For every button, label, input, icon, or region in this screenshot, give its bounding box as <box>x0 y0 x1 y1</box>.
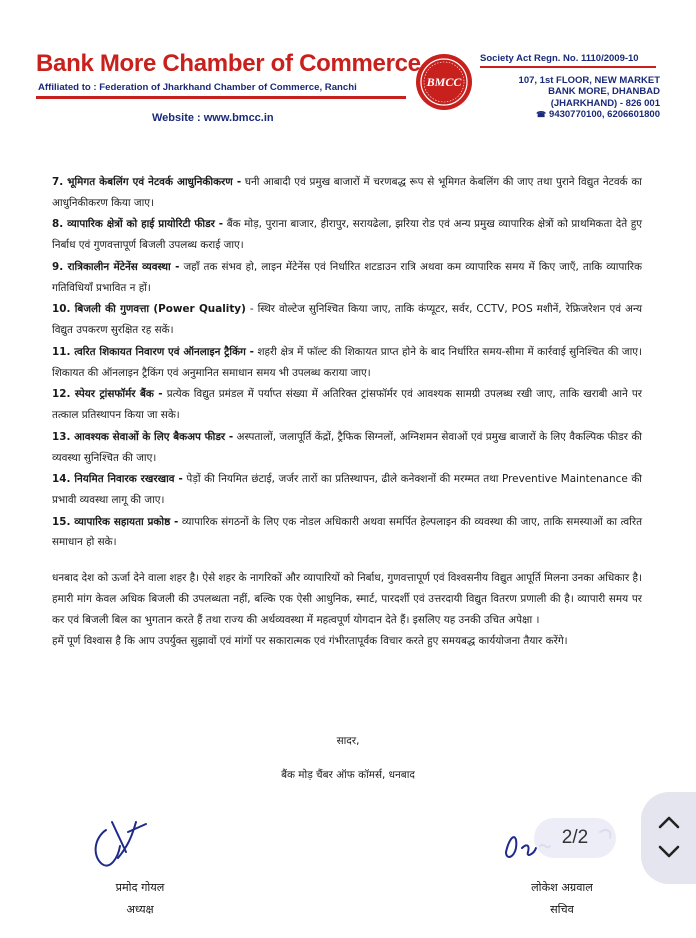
affiliation-line: Affiliated to : Federation of Jharkhand Chamber of Commerce, Ranchi <box>38 82 357 93</box>
item-text: शहरी क्षेत्र में फॉल्ट की शिकायत प्राप्त होने के बाद निर्धारित समय-सीमा में कार्रवाई सुनिश्चित की जाए। शिकायत की ऑनलाइन ट्रैकिंग एवं अनुमानित समाधान समय भी उपलब्ध कराया जाए। <box>52 345 642 379</box>
address-line: BANK MORE, DHANBAD <box>548 86 660 98</box>
chevron-up-icon[interactable] <box>657 814 681 830</box>
org-name: Bank More Chamber of Commerce <box>36 50 421 77</box>
list-item <box>52 427 642 468</box>
signatory-name: लोकेश अग्रवाल <box>531 881 593 894</box>
regn-rule <box>480 66 656 68</box>
item-text: घनी आबादी एवं प्रमुख बाजारों में चरणबद्ध रूप से भूमिगत केबलिंग की जाए तथा पुराने विद्युत नेटवर्क का आधुनिकीकरण किया जाए। <box>52 176 642 209</box>
address-block <box>480 75 660 121</box>
list-item <box>52 384 642 425</box>
letterhead-rule <box>36 96 406 99</box>
page-scroll-control[interactable] <box>641 792 696 884</box>
item-text: - स्थिर वोल्टेज सुनिश्चित किया जाए, ताकि कंप्यूटर, सर्वर, CCTV, POS मशीनें, रेफ्रिजरेशन एवं अन्य विद्युत उपकरण सुरक्षित रह सकें। <box>52 303 642 337</box>
list-item <box>52 512 642 553</box>
phone-numbers: 9430770100, 6206601800 <box>549 109 660 121</box>
society-regn: Society Act Regn. No. 1110/2009-10 <box>480 53 639 64</box>
list-item <box>52 214 642 255</box>
list-item <box>52 172 642 213</box>
signatory-designation: सचिव <box>550 903 574 916</box>
paragraph-gap <box>52 554 642 568</box>
item-text: अस्पतालों, जलापूर्ति केंद्रों, ट्रैफिक सिग्नलों, अग्निशमन सेवाओं एवं प्रमुख बाजारों के लिए वैकल्पिक फीडर की व्यवस्था सुनिश्चित की जाए। <box>52 430 642 464</box>
item-text: व्यापारिक संगठनों के लिए एक नोडल अधिकारी अथवा समर्पित हेल्पलाइन की व्यवस्था की जाए, ताकि समस्याओं का त्वरित समाधान हो सके। <box>52 515 642 549</box>
item-heading: 7. भूमिगत केबलिंग एवं नेटवर्क आधुनिकीकरण - <box>52 176 242 188</box>
signature-president <box>88 812 158 872</box>
phone-row <box>480 109 660 120</box>
item-heading: 13. आवश्यक सेवाओं के लिए बैकअप फीडर - <box>52 430 234 443</box>
list-item <box>52 299 642 340</box>
letter-body <box>52 172 642 653</box>
item-heading: 12. स्पेयर ट्रांसफॉर्मर बैंक - <box>52 388 163 401</box>
bmcc-logo <box>414 52 474 112</box>
list-item <box>52 342 642 383</box>
item-text: पेड़ों की नियमित छंटाई, जर्जर तारों का प्रतिस्थापन, ढीले कनेक्शनों की मरम्मत तथा Preventive Maintenance की प्रभावी व्यवस्था लागू की जाए। <box>52 473 642 506</box>
address-line: (JHARKHAND) - 826 001 <box>550 97 660 109</box>
chevron-down-icon[interactable] <box>657 844 681 860</box>
conclusion-paragraph: हमें पूर्ण विश्वास है कि आप उपर्युक्त सुझावों एवं मांगों पर सकारात्मक एवं गंभीरतापूर्वक विचार करते हुए समयबद्ध कार्ययोजना तैयार करेंगे। <box>52 635 568 648</box>
list-item <box>52 257 642 298</box>
page-indicator: 2/2 <box>534 818 616 858</box>
address-line: 107, 1st FLOOR, NEW MARKET <box>518 75 660 86</box>
logo-text: BMCC <box>426 75 462 89</box>
item-heading: 11. त्वरित शिकायत निवारण एवं ऑनलाइन ट्रैकिंग - <box>52 345 254 358</box>
list-item <box>52 469 642 510</box>
phone-icon: ☎ <box>536 110 547 120</box>
conclusion-paragraph: धनबाद देश को ऊर्जा देने वाला शहर है। ऐसे शहर के नागरिकों और व्यापारियों को निर्बाध, गुणवत्तापूर्ण एवं विश्वसनीय विद्युत आपूर्ति मिलना उनका अधिकार है। हमारी मांग केवल अधिक बिजली की उपलब्धता नहीं, बल्कि एक ऐसी आधुनिक, स्मार्ट, पारदर्शी एवं उत्तरदायी विद्युत वितरण प्रणाली की है। व्यापारी समय पर कर एवं बिजली बिल का भुगतान करते हैं तथा राज्य की अर्थव्यवस्था में महत्वपूर्ण योगदान देते हैं। इसलिए यह उनकी उचित अपेक्षा । <box>52 572 642 626</box>
item-heading: 14. नियमित निवारक रखरखाव - <box>52 473 183 486</box>
item-text: प्रत्येक विद्युत प्रमंडल में पर्याप्त संख्या में अतिरिक्त ट्रांसफॉर्मर एवं आवश्यक सामग्री उपलब्ध रखी जाए, ताकि खराबी आने पर तत्काल प्रतिस्थापन किया जा सके। <box>52 388 642 422</box>
salutation: सादर, <box>336 735 360 747</box>
signatory-name: प्रमोद गोयल <box>115 881 165 894</box>
website-line: Website : www.bmcc.in <box>152 112 274 124</box>
item-text: बैंक मोड़, पुराना बाजार, हीरापुर, सरायढेला, झरिया रोड एवं अन्य प्रमुख व्यापारिक क्षेत्रों को प्राथमिकता देते हुए निर्बाध एवं गुणवत्तापूर्ण बिजली उपलब्ध कराई जाए। <box>52 218 642 252</box>
signatory-designation: अध्यक्ष <box>126 903 154 916</box>
item-heading: 9. रात्रिकालीन मेंटेनेंस व्यवस्था - <box>52 260 180 273</box>
item-heading: 10. बिजली की गुणवत्ता (Power Quality) <box>52 303 246 316</box>
item-text: जहाँ तक संभव हो, लाइन मेंटेनेंस एवं निर्धारित शटडाउन रात्रि अथवा कम व्यापारिक समय में किए जाएँ, ताकि व्यापारिक गतिविधियाँ प्रभावित न हों। <box>52 260 642 294</box>
closing-org: बैंक मोड़ चैंबर ऑफ कॉमर्स, धनबाद <box>281 769 415 781</box>
item-heading: 8. व्यापारिक क्षेत्रों को हाई प्रायोरिटी फीडर - <box>52 218 224 231</box>
item-heading: 15. व्यापारिक सहायता प्रकोष्ठ - <box>52 515 179 528</box>
